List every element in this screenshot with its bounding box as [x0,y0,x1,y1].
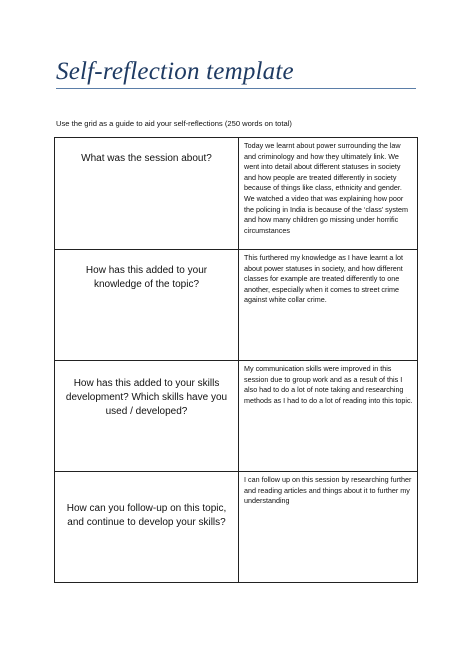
title-underline [56,88,416,89]
question-text: How has this added to your knowledge of the topic? [85,265,208,290]
grid-row [55,361,418,472]
grid-row [55,138,418,250]
question-text: What was the session about? [81,153,212,164]
answer-cell: Today we learnt about power surrounding the law and criminology and how they ultimately link. We went into detail about different statuses in society and how people are treated differently in society because of things like class, ethnicity and gender. We watched a video that was explaining how poor the policing in India is because of the ‘class’ system and how many children go missing under horrific circumstances [239,138,418,250]
answer-cell: I can follow up on this session by researching further and reading articles and things about it to further my understanding [239,472,418,583]
question-cell [55,361,239,472]
question-text: How can you follow-up on this topic, and continue to develop your skills? [66,503,227,528]
grid-row [55,472,418,583]
answer-cell: This furthered my knowledge as I have learnt a lot about power statuses in society, and how different classes for example are treated differently to one another, especially when it comes to street crime against white collar crime. [239,250,418,361]
document-title: Self-reflection template [56,58,294,85]
question-cell [55,250,239,361]
reflection-grid [54,137,418,583]
answer-cell: My communication skills were improved in this session due to group work and as a result of this I also had to do a lot of note taking and researching methods as I had to do a lot of reading into this topic. [239,361,418,472]
question-text: How has this added to your skills development? Which skills have you used / developed? [65,378,228,417]
instruction-text: Use the grid as a guide to aid your self-reflections (250 words on total) [56,119,292,128]
question-cell [55,138,239,250]
grid-row [55,250,418,361]
question-cell [55,472,239,583]
